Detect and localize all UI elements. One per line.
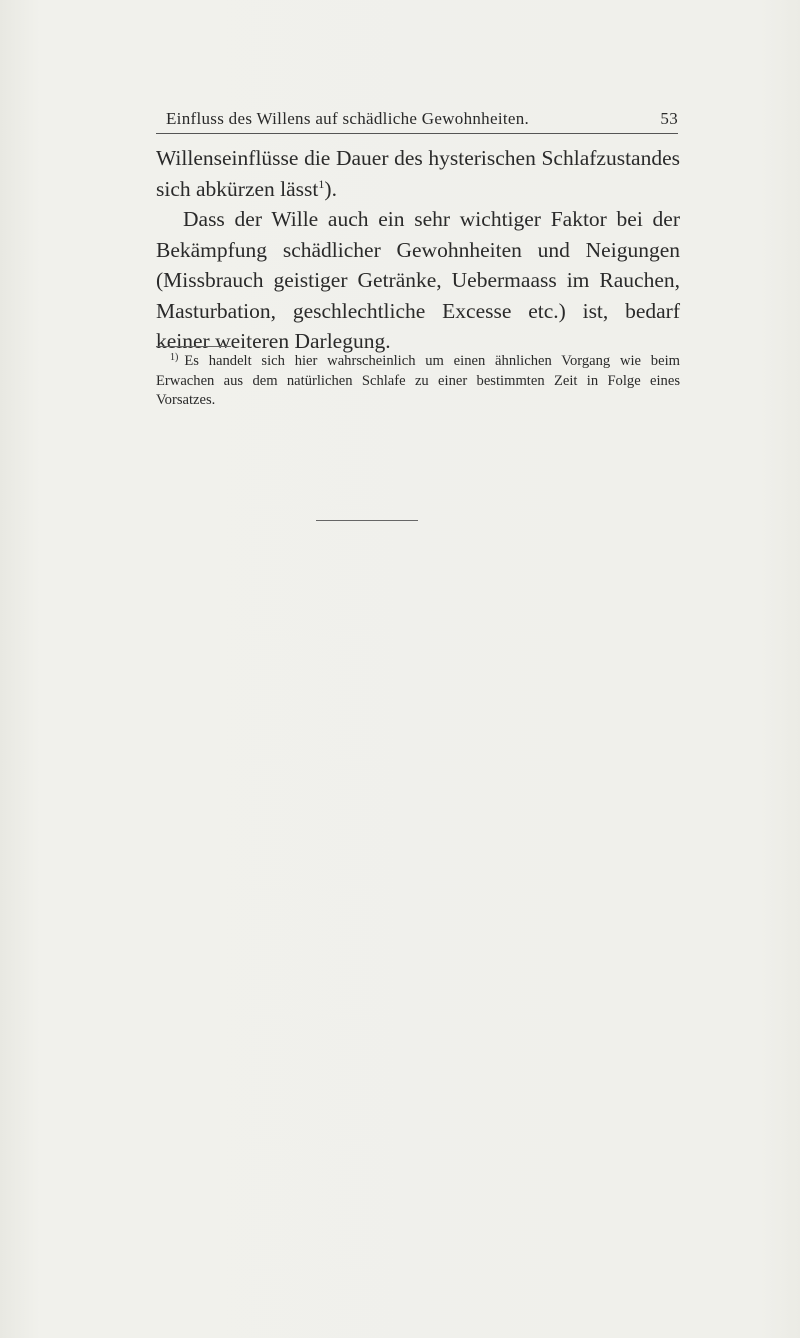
paragraph-continued — [156, 143, 680, 204]
footnote: 1) Es handelt sich hier wahrscheinlich um einen ähnlichen Vorgang wie beim Erwachen aus dem natürlichen Schlafe zu einer bestimmten Zeit in Folge eines Vorsatzes. — [156, 352, 680, 408]
paragraph-will-factor: Dass der Wille auch ein sehr wichtiger Faktor bei der Bekämpfung schädlicher Gewohnheiten und Neigungen (Missbrauch geistiger Getränke, Uebermaass im Rauchen, Masturbation, geschlechtliche Excesse etc.) ist, bedarf keiner weiteren Darlegung. — [156, 207, 680, 353]
paragraph-1-text: Willenseinflüsse die Dauer des hysterischen Schlafzustandes sich abkürzen lässt — [156, 146, 680, 201]
footnote-separator — [156, 346, 231, 347]
running-head-title: Einfluss des Willens auf schädliche Gewohnheiten. — [166, 109, 530, 128]
paragraph-1-end: ). — [324, 176, 337, 201]
footnote-reference: 1 — [318, 176, 325, 191]
page-number: 53 — [660, 109, 678, 128]
footnote-text: Es handelt sich hier wahrscheinlich um einen ähnlichen Vorgang wie beim Erwachen aus dem natürlichen Schlafe zu einer bestimmten Zeit in Folge eines Vorsatzes. — [156, 353, 680, 408]
body-text — [156, 143, 680, 357]
running-head — [156, 109, 678, 134]
section-end-rule — [316, 520, 418, 521]
